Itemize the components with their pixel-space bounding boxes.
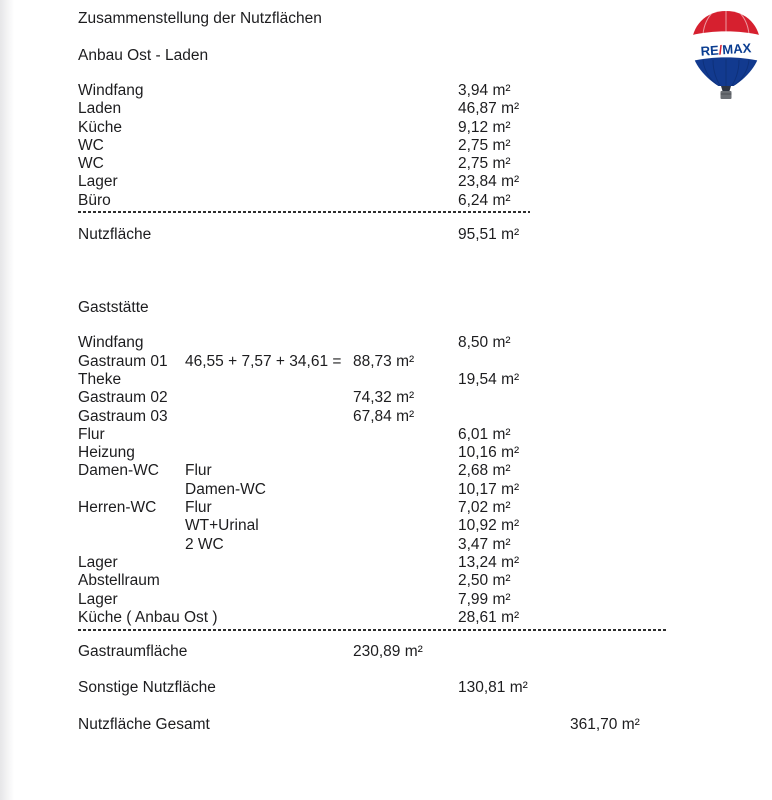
area-value: 2,75 m² [458, 155, 511, 173]
area-value: 23,84 m² [458, 173, 520, 191]
summary-value: 130,81 m² [458, 679, 528, 697]
area-value: 10,17 m² [458, 480, 520, 498]
area-value: 13,24 m² [458, 553, 520, 571]
table-row [78, 462, 772, 480]
summary-value: 230,89 m² [353, 643, 423, 661]
room-label: Flur [78, 425, 105, 443]
area-value-mid: 74,32 m² [353, 389, 415, 407]
section-heading-anbau-ost-laden: Anbau Ost - Laden [78, 47, 209, 64]
room-label: Windfang [78, 82, 144, 99]
summary-label: Gastraumfläche [78, 643, 188, 661]
room-sublabel: 46,55 + 7,57 + 34,61 = [185, 352, 342, 370]
dashed-divider [78, 629, 667, 631]
table-row [78, 389, 772, 407]
area-table-anbau-ost [78, 82, 772, 210]
area-value-mid: 67,84 m² [353, 407, 415, 425]
remax-balloon-logo [685, 10, 767, 102]
table-row [78, 371, 772, 389]
room-label: Gastraum 03 [78, 407, 168, 425]
area-value: 19,54 m² [458, 370, 520, 388]
room-label: Damen-WC [78, 462, 159, 480]
room-sublabel: 2 WC [185, 535, 224, 553]
table-row [78, 609, 772, 627]
summary-block [78, 643, 772, 734]
total-label: Nutzfläche [78, 226, 152, 244]
room-label: Küche [78, 118, 122, 136]
area-value: 2,75 m² [458, 136, 511, 154]
table-row [78, 119, 772, 137]
area-value: 2,50 m² [458, 572, 511, 590]
summary-row-nutzflaeche-gesamt [78, 716, 772, 734]
room-sublabel: Flur [185, 499, 212, 517]
room-label: Abstellraum [78, 572, 160, 590]
table-row [78, 572, 772, 590]
room-label: WC [78, 136, 104, 154]
table-row [78, 408, 772, 426]
remax-wordmark: RE/MAX [700, 40, 752, 59]
total-row-nutzflaeche [78, 226, 772, 244]
room-label: Theke [78, 370, 122, 388]
room-label: Gastraum 01 [78, 352, 168, 370]
table-row [78, 137, 772, 155]
area-value: 6,01 m² [458, 425, 511, 443]
table-row [78, 517, 772, 535]
total-value: 95,51 m² [458, 226, 520, 244]
table-row [78, 444, 772, 462]
area-value: 6,24 m² [458, 191, 511, 209]
room-sublabel: WT+Urinal [185, 517, 259, 535]
room-label: Lager [78, 553, 118, 571]
table-row [78, 192, 772, 210]
summary-label: Nutzfläche Gesamt [78, 715, 210, 733]
area-value: 7,02 m² [458, 499, 511, 517]
table-row [78, 100, 772, 118]
table-row [78, 173, 772, 191]
balloon-basket [721, 91, 732, 99]
area-table-gaststaette [78, 334, 772, 627]
table-row [78, 481, 772, 499]
room-sublabel: Flur [185, 462, 212, 480]
room-label: Laden [78, 100, 122, 118]
table-row [78, 591, 772, 609]
table-row [78, 426, 772, 444]
area-value: 7,99 m² [458, 590, 511, 608]
table-row [78, 499, 772, 517]
table-row [78, 554, 772, 572]
table-row [78, 536, 772, 554]
page-title: Zusammenstellung der Nutzflächen [78, 10, 322, 27]
balloon-neck [721, 86, 731, 91]
summary-row-gastraumflaeche [78, 643, 772, 661]
summary-value: 361,70 m² [570, 715, 640, 733]
summary-row-sonstige-nutzflaeche [78, 679, 772, 697]
room-label: Windfang [78, 334, 144, 352]
document-content [78, 10, 772, 734]
room-label: Küche ( Anbau Ost ) [78, 608, 218, 626]
table-row [78, 334, 772, 352]
area-value: 46,87 m² [458, 100, 520, 118]
area-value: 3,47 m² [458, 535, 511, 553]
room-label: Lager [78, 590, 118, 608]
summary-label: Sonstige Nutzfläche [78, 679, 216, 697]
area-value: 28,61 m² [458, 608, 520, 626]
table-row [78, 82, 772, 100]
table-row [78, 353, 772, 371]
area-value: 3,94 m² [458, 82, 511, 99]
room-label: Gastraum 02 [78, 389, 168, 407]
room-label: Herren-WC [78, 499, 157, 517]
section-heading-gaststaette: Gaststätte [78, 299, 149, 317]
area-value: 2,68 m² [458, 462, 511, 480]
room-label: Büro [78, 191, 111, 209]
room-label: WC [78, 155, 104, 173]
area-value: 10,16 m² [458, 444, 520, 462]
area-value: 9,12 m² [458, 118, 511, 136]
area-value: 10,92 m² [458, 517, 520, 535]
area-value: 8,50 m² [458, 334, 511, 352]
room-label: Heizung [78, 444, 135, 462]
area-value-mid: 88,73 m² [353, 352, 415, 370]
dashed-divider [78, 211, 530, 213]
room-sublabel: Damen-WC [185, 480, 266, 498]
room-label: Lager [78, 173, 118, 191]
table-row [78, 155, 772, 173]
